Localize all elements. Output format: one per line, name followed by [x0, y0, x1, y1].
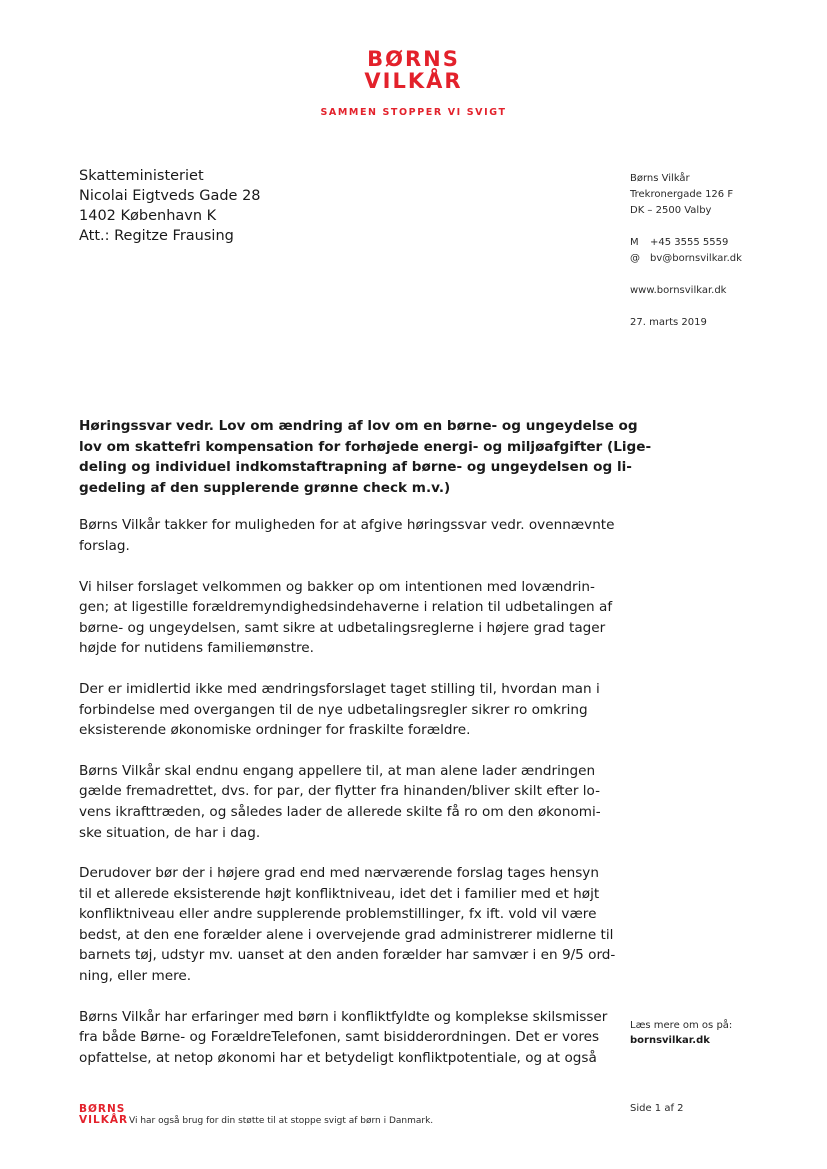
- recipient-address: [79, 166, 479, 246]
- phone-label: M: [630, 237, 639, 248]
- paragraph: [79, 761, 615, 843]
- paragraph-line: Børns Vilkår har erfaringer med børn i konfliktfyldte og komplekse skilsmisser: [79, 1008, 608, 1025]
- paragraph-line: Derudover bør der i højere grad end med nærværende forslag tages hensyn: [79, 865, 599, 882]
- logo-slogan: SAMMEN STOPPER VI SVIGT: [320, 107, 507, 118]
- sender-info: [630, 171, 810, 331]
- sender-email-row: [630, 251, 810, 267]
- paragraph: [79, 1007, 615, 1069]
- recipient-line: 1402 København K: [79, 208, 217, 224]
- sidenote-link[interactable]: bornsvilkar.dk: [630, 1035, 710, 1046]
- paragraph-line: Vi hilser forslaget velkommen og bakker op om intentionen med lovændrin-: [79, 578, 595, 595]
- sender-street: Trekronergade 126 F: [630, 189, 734, 200]
- paragraph-line: til et allerede eksisterende højt konfliktniveau, idet det i familier med et højt: [79, 885, 600, 902]
- recipient-line: Att.: Regitze Frausing: [79, 228, 234, 244]
- brand-logo: [0, 48, 827, 118]
- footer-logo-line-1: BØRNS: [79, 1103, 126, 1115]
- sender-city: DK – 2500 Valby: [630, 205, 712, 216]
- paragraph-line: eksisterende økonomiske ordninger for fraskilte forældre.: [79, 722, 471, 739]
- paragraph-line: højde for nutidens familiemønstre.: [79, 640, 314, 657]
- letter-title: [79, 416, 652, 498]
- paragraph-line: forslag.: [79, 537, 130, 554]
- title-line: Høringssvar vedr. Lov om ændring af lov om en børne- og ungeydelse og: [79, 418, 638, 434]
- title-line: deling og individuel indkomstaftrapning af børne- og ungeydelsen og li-: [79, 459, 632, 476]
- paragraph-line: opfattelse, at netop økonomi har et betydeligt konfliktpotentiale, og at også: [79, 1049, 597, 1066]
- paragraph-line: gælde fremadrettet, dvs. for par, der flytter fra hinanden/bliver skilt efter lo-: [79, 783, 600, 800]
- sender-phone-row: [630, 235, 810, 251]
- sidenote: [630, 1018, 810, 1048]
- letter-body: [79, 416, 652, 1088]
- email-label: @: [630, 253, 640, 264]
- footer-text: Vi har også brug for din støtte til at stoppe svigt af børn i Danmark.: [129, 1116, 434, 1126]
- paragraph-line: Der er imidlertid ikke med ændringsforslaget taget stilling til, hvordan man i: [79, 680, 600, 697]
- sender-phone: +45 3555 5559: [650, 237, 729, 248]
- paragraph-line: barnets tøj, udstyr mv. uanset at den anden forælder har samvær i en 9/5 ord-: [79, 947, 616, 964]
- paragraph-line: ning, eller mere.: [79, 968, 192, 985]
- paragraph-line: ske situation, de har i dag.: [79, 824, 261, 841]
- paragraph-line: gen; at ligestille forældremyndighedsindehaverne i relation til udbetalingen af: [79, 599, 613, 616]
- logo-line-2: VILKÅR: [364, 69, 463, 93]
- footer-logo: [79, 1104, 128, 1126]
- sender-website[interactable]: www.bornsvilkar.dk: [630, 285, 727, 296]
- paragraph-line: bedst, at den ene forælder alene i overvejende grad administrerer midlerne til: [79, 926, 614, 943]
- paragraph-line: Børns Vilkår skal endnu engang appellere til, at man alene lader ændringen: [79, 762, 596, 779]
- paragraph: [79, 577, 615, 659]
- page-number: Side 1 af 2: [630, 1103, 684, 1114]
- letter-date: 27. marts 2019: [630, 317, 707, 328]
- paragraph-line: forbindelse med overgangen til de nye udbetalingsregler sikrer ro omkring: [79, 701, 588, 718]
- paragraph: [79, 679, 615, 741]
- paragraph: [79, 863, 615, 987]
- paragraph-line: konfliktniveau eller andre supplerende problemstillinger, fx ift. vold vil være: [79, 906, 597, 923]
- recipient-line: Nicolai Eigtveds Gade 28: [79, 188, 261, 204]
- recipient-line: Skatteministeriet: [79, 168, 204, 184]
- paragraph-line: Børns Vilkår takker for muligheden for at afgive høringssvar vedr. ovennævnte: [79, 517, 615, 534]
- paragraph-line: vens ikrafttræden, og således lader de allerede skilte få ro om den økonomi-: [79, 803, 601, 820]
- sidenote-text: Læs mere om os på:: [630, 1020, 733, 1031]
- paragraph: [79, 515, 615, 556]
- title-line: lov om skattefri kompensation for forhøjede energi- og miljøafgifter (Lige-: [79, 438, 652, 455]
- title-line: gedeling af den supplerende grønne check m.v.): [79, 479, 451, 496]
- paragraph-line: børne- og ungeydelsen, samt sikre at udbetalingsreglerne i højere grad tager: [79, 619, 606, 636]
- paragraph-line: fra både Børne- og ForældreTelefonen, samt bisidderordningen. Det er vores: [79, 1029, 600, 1046]
- sender-name: Børns Vilkår: [630, 173, 690, 184]
- logo-line-1: BØRNS: [367, 47, 460, 71]
- sender-email[interactable]: bv@bornsvilkar.dk: [650, 253, 742, 264]
- footer-logo-line-2: VILKÅR: [79, 1114, 129, 1126]
